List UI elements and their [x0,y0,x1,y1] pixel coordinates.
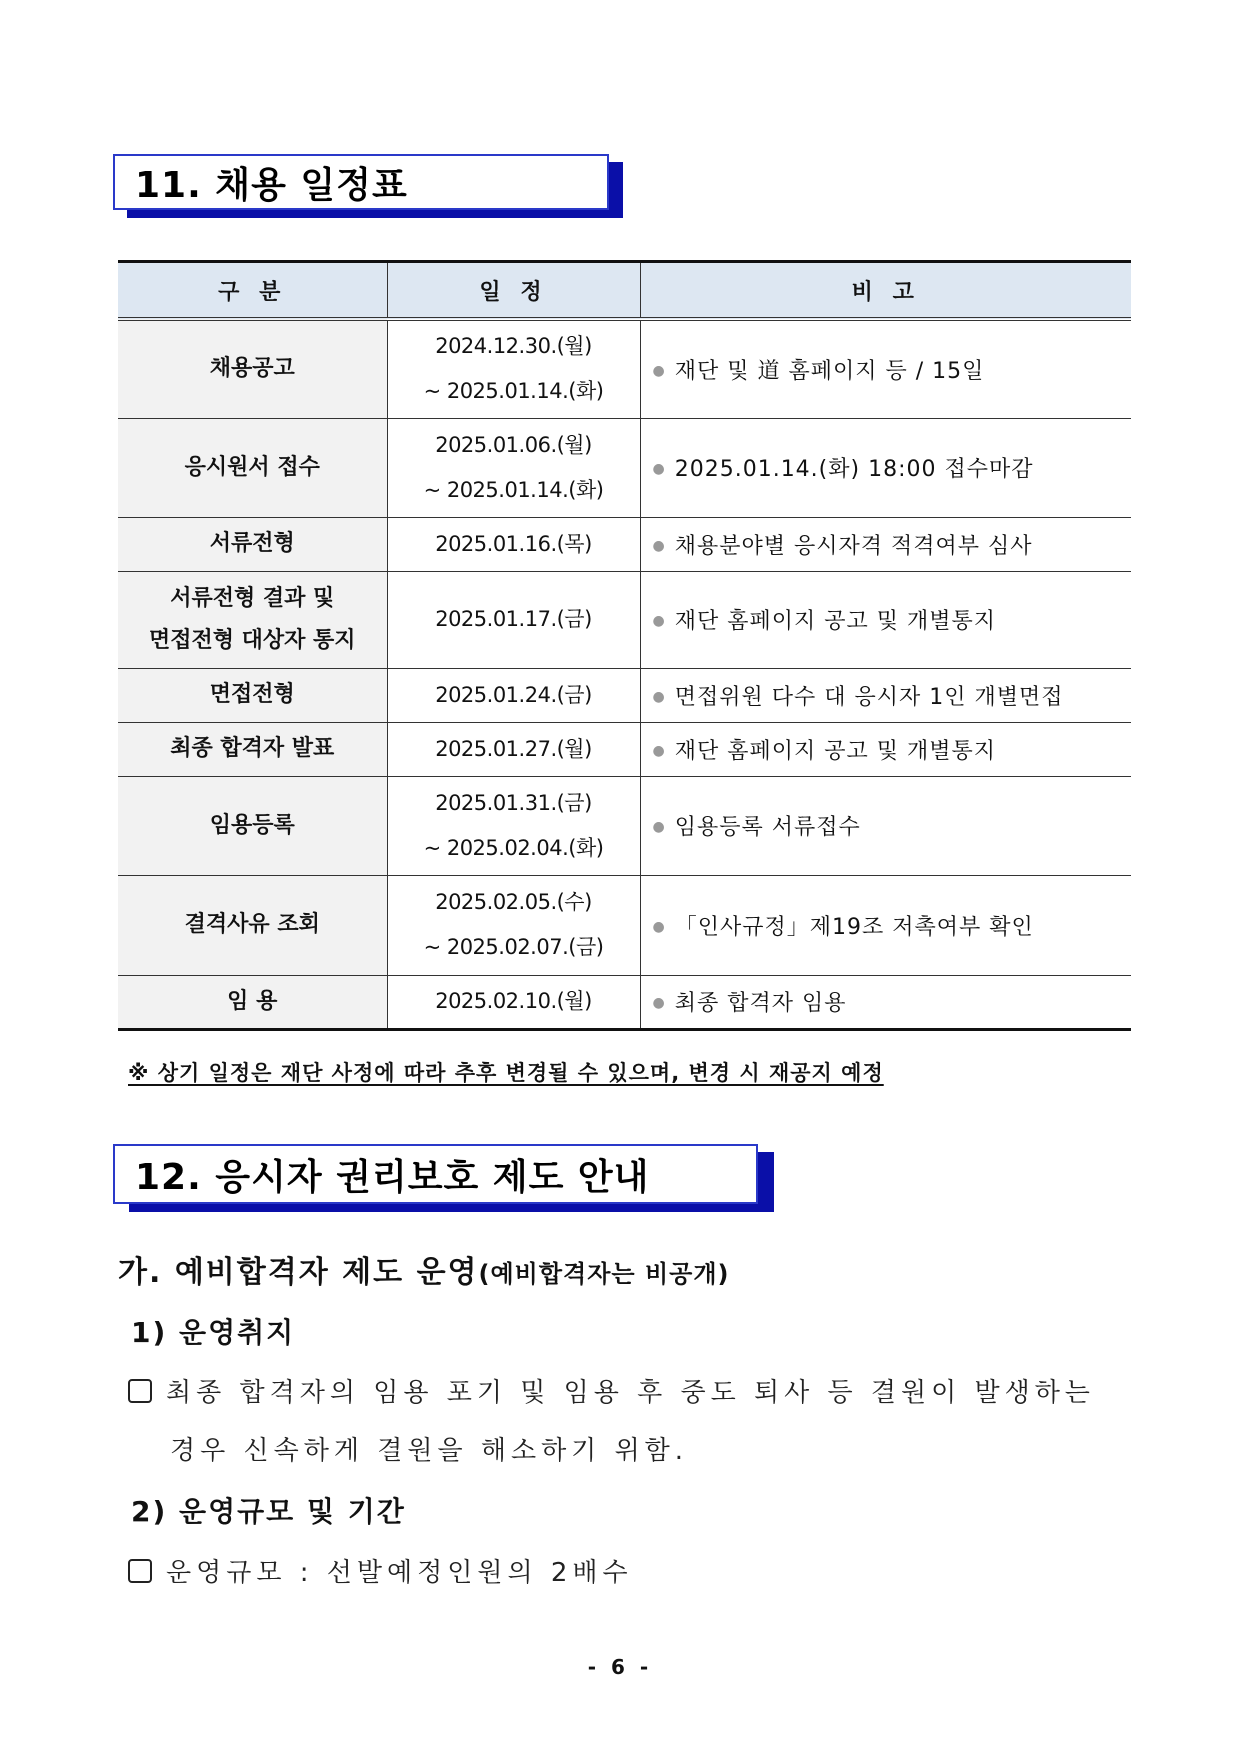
date-end: ~ 2025.02.07.(금) [423,935,604,959]
note-text: 재단 홈페이지 공고 및 개별통지 [674,738,996,764]
row-dates [387,319,640,418]
category-text: 면접전형 대상자 통지 [148,627,356,653]
row-category [118,319,387,418]
subsection-ga-title: 가. 예비합격자 제도 운영 [118,1255,479,1290]
row-category [118,668,387,722]
header-remarks: 비 고 [640,262,1131,320]
item2-paragraph-line1 [128,1552,633,1589]
item2-heading: 2) 운영규모 및 기간 [131,1495,406,1528]
date-start: 2025.01.17.(금) [435,607,592,631]
table-header-row [118,262,1131,320]
date-end: ~ 2025.02.04.(화) [423,835,604,860]
note-text: 최종 합격자 임용 [674,991,847,1016]
row-note [640,517,1131,571]
section-12-header-box [113,1144,758,1204]
row-dates [387,722,640,776]
category-text: 임 용 [227,988,278,1014]
note-text: 2025.01.14.(화) 18:00 접수마감 [674,457,1034,482]
bullet-icon: ● [652,537,665,554]
item1-heading: 1) 운영취지 [131,1316,296,1349]
category-text: 응시원서 접수 [184,454,320,480]
row-category [118,975,387,1029]
bullet-icon: ● [652,742,665,759]
note-text: 임용등록 서류접수 [674,815,861,840]
row-category [118,722,387,776]
note-text: 면접위원 다수 대 응시자 1인 개별면접 [674,684,1064,710]
table-row [118,722,1131,776]
row-category [118,418,387,517]
checkbox-icon [128,1559,152,1583]
date-end: ~ 2025.01.14.(화) [423,379,604,404]
row-category [118,571,387,668]
subsection-ga-suffix: (예비합격자는 비공개) [478,1260,730,1288]
section-12-header [113,1144,774,1212]
category-text: 임용등록 [209,812,295,838]
category-text: 최종 합격자 발표 [170,736,335,761]
item2-text-line1: 운영규모 : 선발예정인원의 2배수 [166,1558,633,1588]
row-dates [387,776,640,875]
category-text: 채용공고 [209,356,295,382]
row-note [640,571,1131,668]
date-start: 2025.02.05.(수) [435,890,592,914]
category-text: 서류전형 결과 및 [170,585,335,611]
table-row [118,668,1131,722]
note-text: 재단 홈페이지 공고 및 개별통지 [674,609,996,634]
date-start: 2025.01.16.(목) [435,531,592,556]
bullet-icon: ● [652,819,665,835]
row-dates [387,875,640,975]
row-category [118,776,387,875]
section-11-title: 11. 채용 일정표 [135,164,408,206]
schedule-table [118,260,1131,1031]
table-row [118,418,1131,517]
section-12-title: 12. 응시자 권리보호 제도 안내 [135,1156,650,1198]
bullet-icon: ● [652,918,665,935]
date-start: 2025.01.06.(월) [435,432,592,457]
row-note [640,668,1131,722]
row-dates [387,975,640,1029]
section-11-header [113,154,623,218]
schedule-footnote: ※ 상기 일정은 재단 사정에 따라 추후 변경될 수 있으며, 변경 시 재공지 예정 [128,1061,884,1085]
row-dates [387,517,640,571]
bullet-icon: ● [652,461,665,477]
item1-paragraph-line2: 경우 신속하게 결원을 해소하기 위함. [170,1436,689,1466]
row-dates [387,418,640,517]
date-start: 2025.01.24.(금) [435,682,592,707]
row-note [640,418,1131,517]
table-row [118,776,1131,875]
table-row [118,517,1131,571]
note-text: 채용분야별 응시자격 적격여부 심사 [674,533,1033,559]
date-start: 2025.01.31.(금) [435,790,592,815]
category-text: 결격사유 조회 [184,912,320,937]
row-category [118,517,387,571]
bullet-icon: ● [652,995,665,1011]
table-row [118,875,1131,975]
category-text: 면접전형 [209,682,295,707]
row-note [640,319,1131,418]
row-dates [387,571,640,668]
bullet-icon: ● [652,688,665,705]
section-11-header-box [113,154,609,210]
date-start: 2024.12.30.(월) [435,334,592,359]
row-note [640,875,1131,975]
row-note [640,722,1131,776]
category-text: 서류전형 [209,531,295,556]
row-dates [387,668,640,722]
header-category: 구 분 [118,262,387,320]
bullet-icon: ● [652,362,665,379]
row-category [118,875,387,975]
table-row [118,975,1131,1029]
header-schedule: 일 정 [387,262,640,320]
checkbox-icon [128,1379,152,1403]
bullet-icon: ● [652,613,665,629]
date-end: ~ 2025.01.14.(화) [423,477,604,502]
table-row [118,571,1131,668]
date-start: 2025.01.27.(월) [435,736,592,761]
note-text: 재단 및 道 홈페이지 등 / 15일 [674,358,985,384]
subsection-ga-heading [118,1247,729,1291]
page-number: - 6 - [587,1655,653,1679]
item1-paragraph-line1 [128,1372,1095,1409]
note-text: 「인사규정」제19조 저촉여부 확인 [674,914,1034,940]
row-note [640,776,1131,875]
date-start: 2025.02.10.(월) [435,989,592,1013]
table-row [118,319,1131,418]
item1-text-line1: 최종 합격자의 임용 포기 및 임용 후 중도 퇴사 등 결원이 발생하는 [166,1378,1095,1408]
row-note [640,975,1131,1029]
